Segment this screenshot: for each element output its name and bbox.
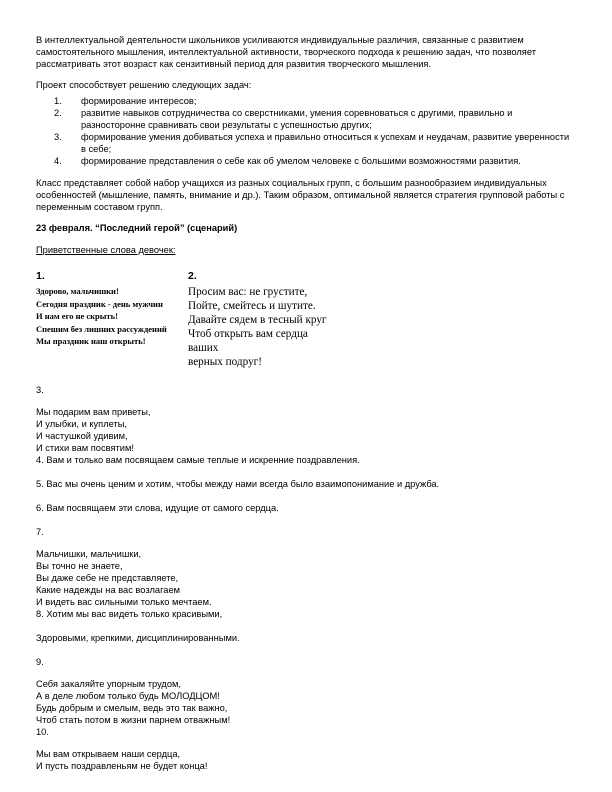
poem-block: Мальчишки, мальчишки, Вы точно не знаете, Вы даже себе не представляете, Какие надежды на вас возлагаем И видеть вас сильными только мечтаем.	[36, 549, 212, 607]
greeting-column-2	[188, 270, 348, 380]
poem-block: Мы подарим вам приветы, И улыбки, и куплеты, И частушкой удивим, И стихи вам посвятим!	[36, 407, 151, 453]
poem-line: Спешим без лишних рассуждений	[36, 323, 167, 334]
greeting-line: 4. Вам и только вам посвящаем самые теплые и искренние поздравления.	[36, 455, 360, 465]
poem-block: Мы вам открываем наши сердца, И пусть поздравленьям не будет конца!	[36, 749, 208, 771]
block-number: 3.	[36, 385, 44, 395]
poem-line: Здорово, мальчишки!	[36, 286, 119, 296]
document-page	[36, 34, 576, 772]
poem-line: верных подруг!	[188, 356, 262, 368]
list-number: 4.	[54, 156, 62, 166]
poem-block: Себя закаляйте упорным трудом, А в деле любом только будь МОЛОДЦОМ! Будь добрым и смелым, ведь это так важно, Чтоб стать потом в жизни парнем отважным!	[36, 679, 231, 725]
class-paragraph: Класс представляет собой набор учащихся из разных социальных групп, с большим разнообразием индивидуальных особенностей (мышление, память, внимание и др.). Таким образом, оптимальной является стратегия групповой работы с переменным составом групп.	[36, 178, 565, 212]
list-item	[36, 95, 576, 107]
tasks-list	[36, 95, 576, 167]
greeting-columns	[36, 270, 576, 380]
list-text: формирование интересов;	[81, 96, 197, 106]
list-number: 3.	[54, 132, 62, 142]
list-text: формирование умения добиваться успеха и правильно относиться к успехам и неудачам, развитие уверенности в себе;	[81, 132, 570, 154]
poem-line: Мы праздник наш открыть!	[36, 336, 146, 346]
greeting-line: 6. Вам посвящаем эти слова, идущие от самого сердца.	[36, 503, 279, 513]
list-item	[36, 155, 576, 167]
list-text: формирование представления о себе как об умелом человеке с большими возможностями развития.	[81, 156, 521, 166]
list-number: 2.	[54, 108, 62, 118]
poem-line: Сегодня праздник - день мужчин	[36, 298, 163, 309]
column-number: 1.	[36, 270, 45, 282]
greeting-line: 5. Вас мы очень ценим и хотим, чтобы между нами всегда было взаимопонимание и дружба.	[36, 479, 440, 489]
list-text: развитие навыков сотрудничества со сверстниками, умения соревноваться с другими, правильно и разносторонне сравнивать свои результаты с успешностью других;	[81, 108, 513, 130]
list-item	[36, 107, 576, 131]
scenario-heading: 23 февраля. “Последний герой” (сценарий)	[36, 223, 238, 233]
block-number: 10.	[36, 727, 49, 737]
greeting-line: Здоровыми, крепкими, дисциплинированными.	[36, 633, 240, 643]
block-number: 9.	[36, 657, 44, 667]
tasks-lead: Проект способствует решению следующих задач:	[36, 80, 252, 90]
list-item	[36, 131, 576, 155]
list-number: 1.	[54, 96, 62, 106]
poem-line: И нам его не скрыть!	[36, 311, 118, 321]
poem-line: Чтоб открыть вам сердца	[188, 328, 308, 340]
poem-line: Пойте, смейтесь и шутите.	[188, 300, 316, 312]
column-number: 2.	[188, 270, 197, 282]
block-number: 7.	[36, 527, 44, 537]
poem-line: ваших	[188, 342, 219, 354]
greeting-column-1	[36, 270, 191, 380]
poem-line: Давайте сядем в тесный круг	[188, 314, 327, 326]
intro-paragraph: В интеллектуальной деятельности школьников усиливаются индивидуальные различия, связанные с развитием самостоятельного мышления, интеллектуальной активности, творческого подхода к решению задач, что позволяет рассматривать этот возраст как сензитивный период для развития творческого мышления.	[36, 35, 536, 69]
poem-line: Просим вас: не грустите,	[188, 286, 308, 298]
greeting-line: 8. Хотим мы вас видеть только красивыми,	[36, 609, 223, 619]
greeting-subheading: Приветственные слова девочек:	[36, 245, 176, 255]
